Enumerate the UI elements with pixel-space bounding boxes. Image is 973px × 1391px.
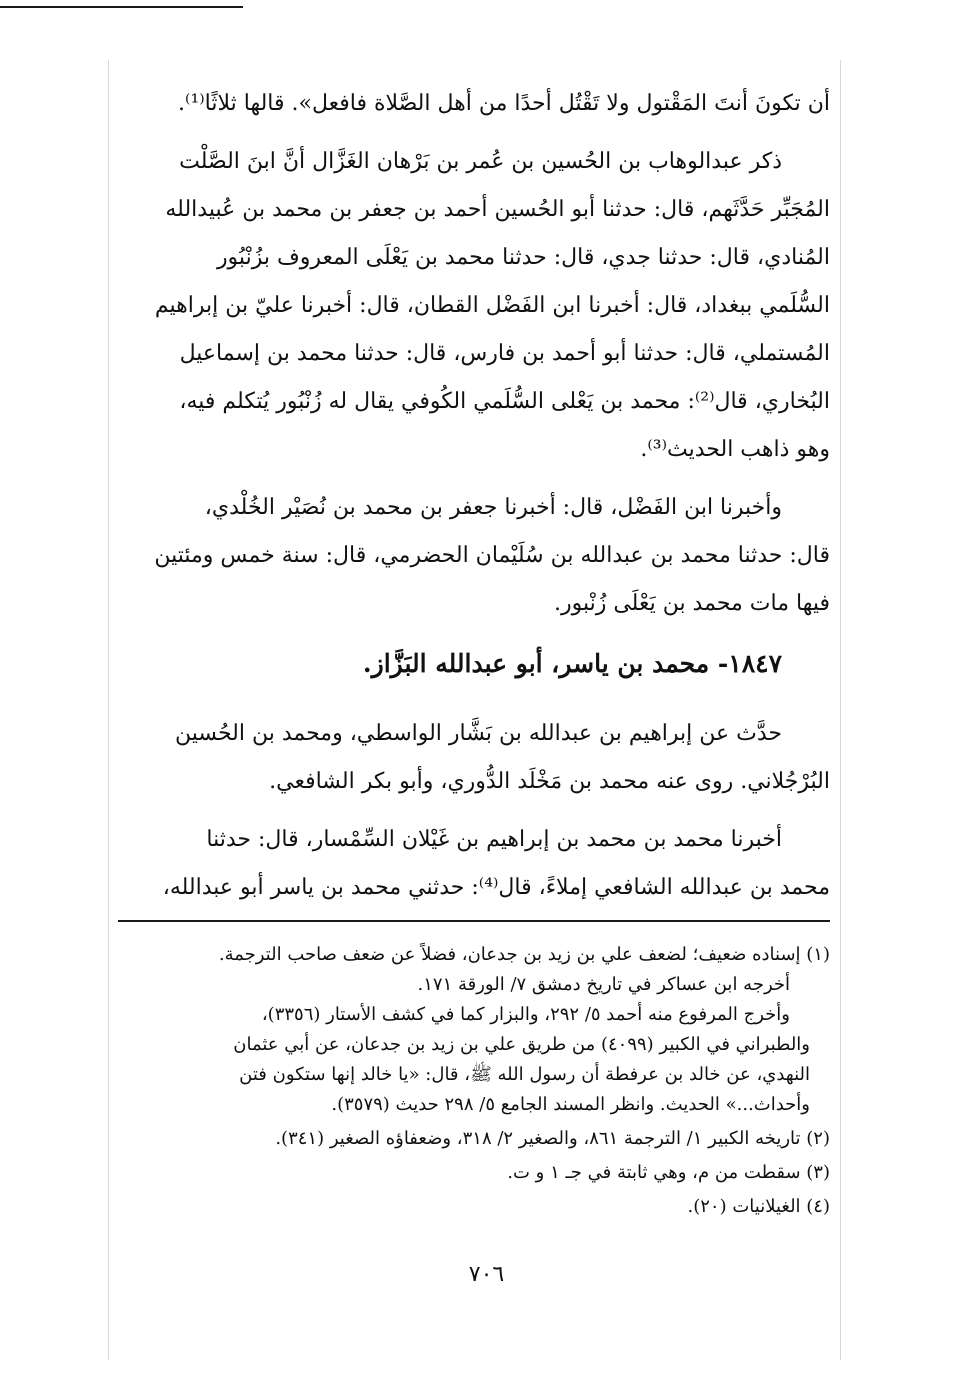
footnote-2 (118, 1124, 830, 1154)
footnote-3 (118, 1158, 830, 1188)
scan-fold-line (840, 60, 841, 1360)
text-line: البُرْجُلاني. روى عنه محمد بن مَخْلَد الدُّوري، وأبو بكر الشافعي. (269, 769, 830, 794)
paragraph-hadith-end (118, 80, 830, 128)
text-line: فيها مات محمد بن يَعْلَى زُنْبور. (553, 591, 830, 616)
footnote-line: النهدي، عن خالد بن عرفطة أن رسول الله ﷺ، قال: «يا خالد إنها ستكون فتن (239, 1064, 810, 1085)
paragraph-narrators (118, 710, 830, 806)
page-body (118, 80, 830, 1226)
scan-fold-line (108, 60, 109, 1360)
text-line: المُنادي، قال: حدثنا جدي، قال: حدثنا محمد بن يَعْلَى المعروف بزُنْبُور (216, 245, 830, 270)
footnote-line: (٤) الغيلانيات (٢٠). (687, 1196, 830, 1217)
text-line: المُستملي، قال: حدثنا أبو أحمد بن فارس، قال: حدثنا محمد بن إسماعيل (179, 341, 830, 366)
text-line: السُّلَمي ببغداد، قال: أخبرنا ابن الفَضْل القطان، قال: أخبرنا عليّ بن إبراهيم (154, 293, 830, 318)
text-line: وأخبرنا ابن الفَضْل، قال: أخبرنا جعفر بن محمد بن نُصَيْر الخُلْدي، (204, 495, 782, 520)
top-edge-rule (0, 6, 243, 8)
paragraph-isnad-ghaylan (118, 816, 830, 912)
footnote-line: (١) إسناده ضعيف؛ لضعف علي بن زيد بن جدعان، فضلاً عن ضعف صاحب الترجمة. (218, 944, 830, 965)
page-number: ٧٠٦ (468, 1262, 505, 1287)
text-line: حدَّث عن إبراهيم بن عبدالله بن بَشَّار الواسطي، ومحمد بن الحُسين (174, 721, 782, 746)
footnote-4 (118, 1192, 830, 1222)
footnote-line: وأحداث...» الحديث. وانظر المسند الجامع ٥/ ٢٩٨ حديث (٣٥٧٩). (331, 1094, 810, 1115)
footnotes (118, 940, 830, 1222)
footnote-line: وأخرج المرفوع منه أحمد ٥/ ٢٩٢، والبزار كما في كشف الأستار (٣٣٥٦)، (261, 1004, 790, 1025)
paragraph-death-date (118, 484, 830, 628)
footnote-line: أخرجه ابن عساكر في تاريخ دمشق ٧/ الورقة ١٧١. (417, 974, 790, 995)
text-line: أخبرنا محمد بن محمد بن إبراهيم بن غَيْلان السِّمْسار، قال: حدثنا (206, 827, 782, 852)
text-line: البُخاري، قال⁽²⁾: محمد بن يَعْلى السُّلَمي الكُوفي يقال له زُنْبُور يُتكلم فيه، (179, 389, 830, 414)
paragraph-isnad-zunbur (118, 138, 830, 474)
entry-heading: ١٨٤٧- محمد بن ياسر، أبو عبدالله البَزَّاز. (362, 649, 782, 678)
text-line: قال: حدثنا محمد بن عبدالله بن سُلَيْمان الحضرمي، قال: سنة خمس ومئتين (154, 543, 830, 568)
footnote-line: (٢) تاريخه الكبير ١/ الترجمة ٨٦١، والصغير ٢/ ٣١٨، وضعفاؤه الصغير (٣٤١). (275, 1128, 830, 1149)
footnote-separator (118, 920, 830, 922)
footnote-line: (٣) سقطت من م، وهي ثابتة في جـ ١ و ت. (507, 1162, 830, 1183)
text-line: محمد بن عبدالله الشافعي إملاءً، قال⁽⁴⁾: حدثني محمد بن ياسر أبو عبدالله، (162, 875, 830, 900)
footnote-1 (118, 940, 830, 1120)
text-line: ذكر عبدالوهاب بن الحُسين بن عُمر بن بَرْهان الغَزَّال أنَّ ابنَ الصَّلْت (179, 149, 782, 174)
text-line: المُجَبِّر حَدَّثَهم، قال: حدثنا أبو الحُسين أحمد بن جعفر بن محمد بن عُبيدالله (165, 197, 830, 222)
text-line: وهو ذاهب الحديث⁽³⁾. (640, 437, 830, 462)
footnote-line: والطبراني في الكبير (٤٠٩٩) من طريق علي بن زيد بن جدعان، عن أبي عثمان (233, 1034, 810, 1055)
text-line: أن تكونَ أنتَ المَقْتول ولا تَقْتُل أحدًا من أهل الصَّلاة فافعل». قالها ثلاثًا⁽¹⁾. (178, 91, 830, 116)
